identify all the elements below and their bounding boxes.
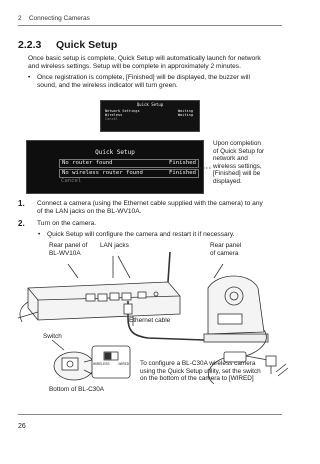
callout-line: displayed. <box>213 177 242 185</box>
bullet-text: Quick Setup will configure the camera and restart it if necessary. <box>47 231 235 238</box>
row-status: Finished <box>169 170 196 177</box>
row-label: Network Settings <box>105 109 140 113</box>
label-line: of camera <box>210 249 239 257</box>
completion-callout <box>213 140 293 186</box>
section-title-text: Quick Setup <box>56 39 118 51</box>
label-bottom-of-camera: Bottom of BL-C30A <box>49 386 105 393</box>
screen-title: Quick Setup <box>136 102 164 107</box>
step-2-number: 2. <box>18 219 25 228</box>
screen-rows <box>105 109 193 121</box>
screen-title: Quick Setup <box>95 149 135 156</box>
intro-paragraph <box>28 55 290 71</box>
callout-line: [Finished] will be <box>213 170 261 178</box>
bullet-line: Once registration is complete, [Finished] will be displayed, the buzzer will <box>37 74 250 81</box>
callout-line: Upon completion <box>213 140 261 147</box>
step-line: Connect a camera (using the Ethernet cable supplied with the camera) to any <box>37 200 263 207</box>
step-2-text: Turn on the camera. <box>37 220 97 227</box>
row-status: Waiting <box>177 113 193 117</box>
chapter-number: 2 <box>18 15 22 22</box>
section-title <box>18 39 117 51</box>
screen-cancel: Cancel <box>61 178 82 185</box>
bullet-dot: • <box>28 74 31 81</box>
switch-position-wireless: WIRELESS <box>93 362 110 366</box>
step-line: of the LAN jacks on the BL-WV10A. <box>37 208 142 216</box>
label-line: BL-WV10A <box>49 249 81 257</box>
page-number: 26 <box>18 423 26 430</box>
wired-switch-note <box>140 360 295 383</box>
step-1-text <box>37 200 292 216</box>
switch-positions <box>93 362 129 366</box>
intro-line: Once basic setup is complete, Quick Setup will automatically launch for network <box>28 55 261 62</box>
label-lan-jacks: LAN jacks <box>100 242 129 249</box>
switch-position-wired: WIRED <box>118 362 129 366</box>
row-label: Wireless <box>105 113 123 117</box>
note-line: on the bottom of the camera to [WIRED] <box>140 375 254 383</box>
note-line: using the Quick Setup utility, set the switch <box>140 367 261 375</box>
label-line: Rear panel <box>210 242 242 249</box>
intro-line: and wireless settings. Setup will be complete in approximately 2 minutes. <box>28 63 241 71</box>
label-line: Rear panel of <box>49 242 88 249</box>
note-line: To configure a BL-C30A wireless camera <box>140 360 256 367</box>
callout-line: of Quick Setup for <box>213 147 265 155</box>
footer-rule <box>18 414 282 415</box>
label-switch: Switch <box>43 333 62 340</box>
row-label: No wireless router found <box>62 170 143 177</box>
callout-line: network and <box>213 155 248 163</box>
label-ethernet-cable: Ethernet cable <box>129 317 171 324</box>
quick-setup-screen-waiting <box>100 100 200 132</box>
callout-line: wireless settings, <box>213 162 262 170</box>
bullet-dot: • <box>38 231 41 238</box>
screen-cancel: Cancel <box>105 117 118 121</box>
bullet-line: sound, and the wireless indicator will turn green. <box>37 82 178 90</box>
header-rule <box>18 25 282 26</box>
running-header <box>18 15 90 22</box>
row-status: Finished <box>169 160 196 166</box>
row-status: Waiting <box>177 109 193 113</box>
step-2-bullet <box>38 231 287 239</box>
step-1-number: 1. <box>18 199 25 208</box>
row-label: No router found <box>62 160 113 166</box>
completion-bullet <box>28 74 287 90</box>
chapter-title: Connecting Cameras <box>28 15 90 22</box>
callout-leader <box>176 162 212 176</box>
section-number: 2.2.3 <box>18 39 42 51</box>
